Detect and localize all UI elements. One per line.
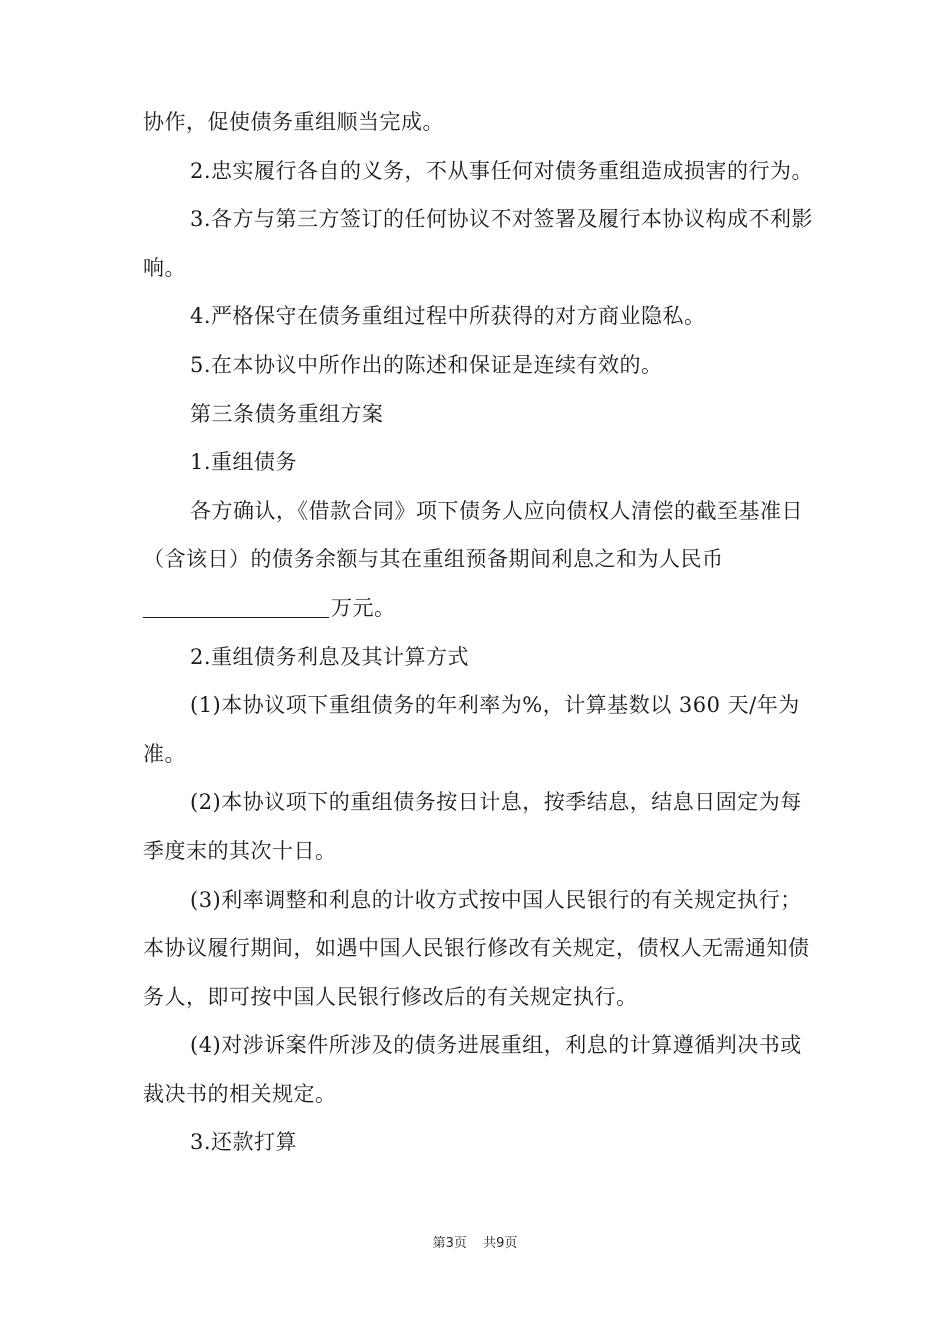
paragraph: 协作，促使债务重组顺当完成。 [143, 110, 444, 134]
page-footer [0, 1232, 950, 1251]
section-heading: 第三条债务重组方案 [190, 401, 384, 426]
paragraph: (4)对涉诉案件所涉及的债务进展重组，利息的计算遵循判决书或裁决书的相关规定。 [143, 1033, 802, 1106]
subsection-heading: 1.重组债务 [190, 450, 298, 475]
paragraph: (1)本协议项下重组债务的年利率为%，计算基数以 360 天/年为准。 [143, 693, 800, 766]
paragraph: 各方确认，《借款合同》项下债务人应向债权人清偿的截至基准日（含该日）的债务余额与其在重组预备期间利息之和为人民币 [143, 498, 803, 572]
paragraph: 4.严格保守在债务重组过程中所获得的对方商业隐私。 [190, 304, 706, 329]
page-number: 第3页 [432, 1236, 467, 1251]
paragraph: 3.各方与第三方签订的任何协议不对签署及履行本协议构成不利影响。 [143, 207, 814, 280]
amount-line [143, 584, 823, 633]
subsection-heading: 2.重组债务利息及其计算方式 [190, 644, 470, 669]
paragraph: (2)本协议项下的重组债务按日计息，按季结息，结息日固定为每季度末的其次十日。 [143, 790, 802, 863]
paragraph: 2.忠实履行各自的义务，不从事任何对债务重组造成损害的行为。 [190, 158, 814, 183]
paragraph: (3)利率调整和利息的计收方式按中国人民银行的有关规定执行；本协议履行期间，如遇中国人民银行修改有关规定，债权人无需通知债务人，即可按中国人民银行修改后的有关规定执行。 [143, 887, 810, 1009]
page-total: 共9页 [483, 1236, 518, 1251]
amount-unit: 万元。 [331, 595, 396, 620]
paragraph: 5.在本协议中所作出的陈述和保证是连续有效的。 [190, 352, 663, 377]
document-body [143, 98, 823, 1167]
amount-blank [143, 596, 329, 618]
subsection-heading: 3.还款打算 [190, 1130, 298, 1155]
